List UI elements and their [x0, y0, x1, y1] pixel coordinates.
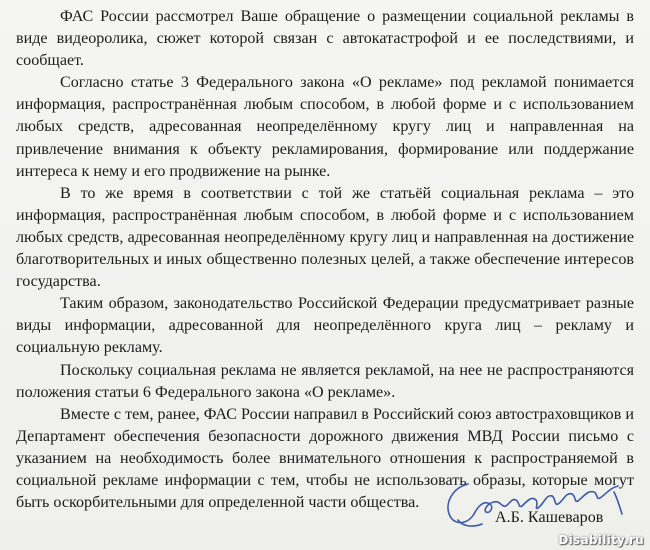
paragraph-letter-to-insurers: Вместе с тем, ранее, ФАС России направил в Российский союз автостраховщиков и Департамент обеспечения безопасности дорожного движения МВД России письмо с указанием на необходимость более внимательного отношения к распространяемой в социальной рекламе информации с тем, чтобы не использовать образы, которые могут быть оскорбительными для определенной части общества. — [16, 405, 634, 512]
paragraph-legislation-conclusion: Таким образом, законодательство Российской Федерации предусматривает разные виды информации, адресованной для неопределённого круга лиц – рекламу и социальную рекламу. — [16, 295, 634, 357]
paragraph-advertising-definition: Согласно статье 3 Федерального закона «О рекламе» под рекламой понимается информация, распространённая любым способом, в любой форме и с использованием любых средств, адресованная неопределённому кругу лиц и направленная на привлечение внимания к объекту рекламирования, формирование или поддержание интереса к нему и его продвижение на рынке. — [16, 74, 634, 180]
paragraph-fas-review: ФАС России рассмотрел Ваше обращение о размещении социальной рекламы в виде видеоролика, сюжет которой связан с автокатастрофой и ее последствиями, и сообщает. — [16, 8, 634, 70]
letter-body — [16, 6, 634, 514]
paragraph-social-advertising-definition: В то же время в соответствии с той же статьёй социальная реклама – это информация, распространённая любым способом, в любой форме и с использованием любых средств, адресованная неопределённому кругу лиц и направленная на достижение благотворительных и иных общественно полезных целей, а также обеспечение интересов государства. — [16, 184, 634, 291]
paragraph-article-6-exemption: Поскольку социальная реклама не является рекламой, на нее не распространяются положения статьи 6 Федерального закона «О рекламе». — [16, 361, 634, 401]
handwritten-signature — [438, 470, 638, 540]
site-watermark: Disability.ru — [558, 533, 644, 547]
signer-name: А.Б. Кашеваров — [495, 509, 604, 526]
